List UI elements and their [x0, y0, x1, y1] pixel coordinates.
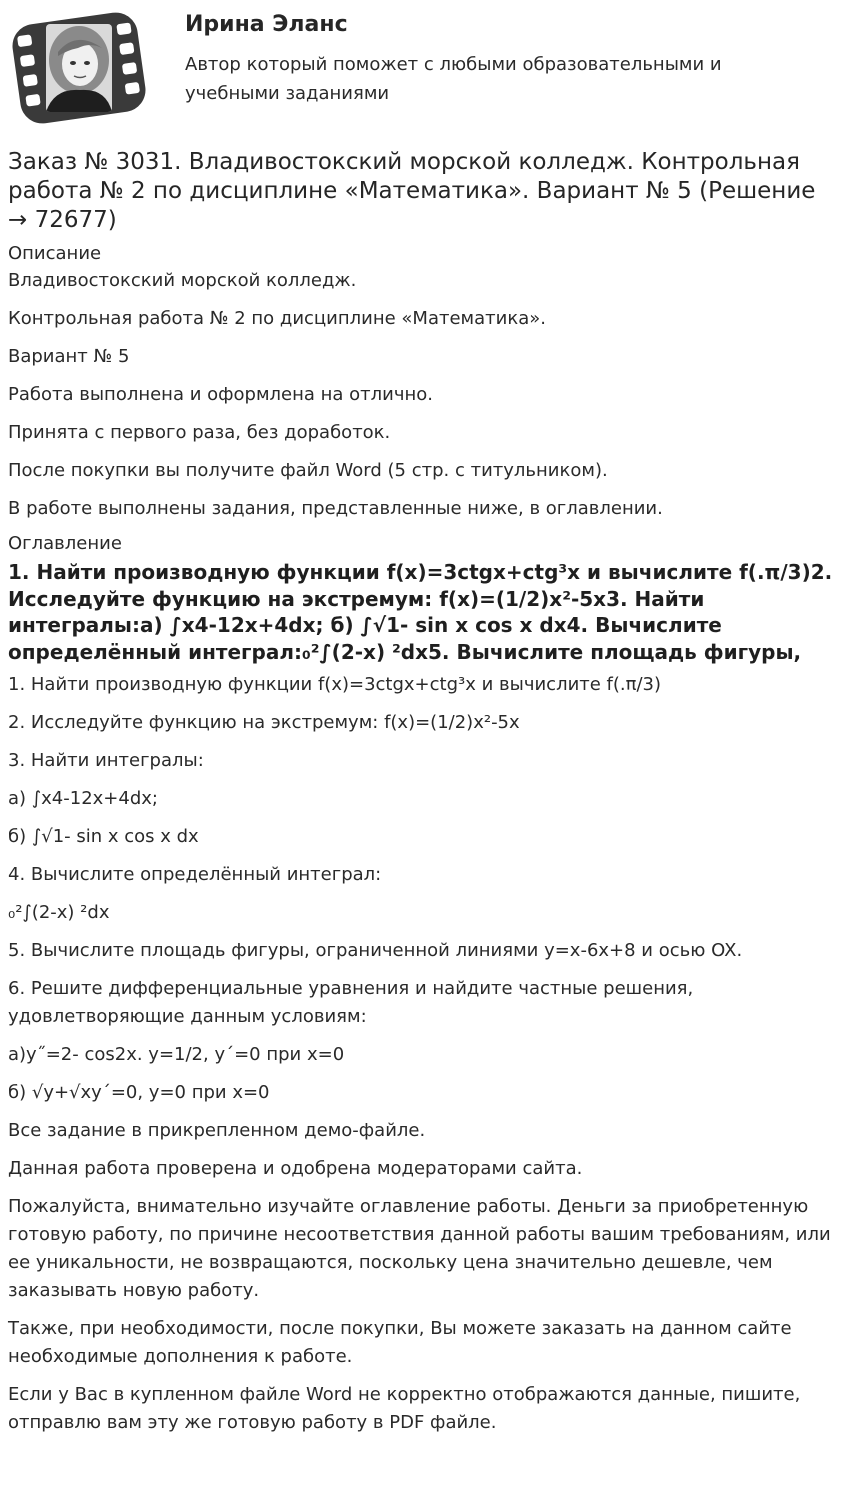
description-paragraph: В работе выполнены задания, представленные ниже, в оглавлении.: [8, 498, 663, 519]
toc-item: 1. Найти производную функции f(x)=3ctgx+ctg³x и вычислите f(.π/3): [8, 674, 662, 695]
author-avatar[interactable]: [6, 8, 152, 128]
toc-item: а)y˝=2- cos2x. y=1/2, y΄=0 при x=0: [8, 1044, 345, 1065]
toc-item: 2. Исследуйте функцию на экстремум: f(x)=(1/2)x²-5x: [8, 712, 520, 733]
description-paragraph: Владивостокский морской колледж.: [8, 270, 357, 291]
toc-item: 6. Решите дифференциальные уравнения и найдите частные решения, удовлетворяющие данным условиям:: [8, 978, 694, 1027]
footer-paragraph: Пожалуйста, внимательно изучайте оглавление работы. Деньги за приобретенную готовую работу, по причине несоответствия данной работы вашим требованиям, или ее уникальности, не возвращаются, поскольку цена значительно дешевле, чем заказывать новую работу.: [8, 1196, 831, 1301]
footer-paragraph: Все задание в прикрепленном демо-файле.: [8, 1120, 426, 1141]
description-paragraph: После покупки вы получите файл Word (5 стр. с титульником).: [8, 460, 608, 481]
footer-paragraph: Если у Вас в купленном файле Word не корректно отображаются данные, пишите, отправлю вам эту же готовую работу в PDF файле.: [8, 1384, 801, 1433]
description-paragraph: Принята с первого раза, без доработок.: [8, 422, 391, 443]
footer-paragraph: Данная работа проверена и одобрена модераторами сайта.: [8, 1158, 583, 1179]
author-description: Автор который поможет с любыми образовательными и учебными заданиями: [185, 54, 722, 104]
page-title: Заказ № 3031. Владивостокский морской колледж. Контрольная работа № 2 по дисциплине «Математика». Вариант № 5 (Решение → 72677): [8, 149, 816, 233]
toc-item: 3. Найти интегралы:: [8, 750, 204, 771]
description-paragraph: Контрольная работа № 2 по дисциплине «Математика».: [8, 308, 546, 329]
description-label: Описание: [8, 243, 102, 264]
toc-item: 4. Вычислите определённый интеграл:: [8, 864, 382, 885]
toc-item: а) ∫x4-12x+4dx;: [8, 788, 158, 809]
toc-item: ₀²∫(2-x) ²dx: [8, 902, 110, 923]
footer-paragraph: Также, при необходимости, после покупки, Вы можете заказать на данном сайте необходимые дополнения к работе.: [8, 1318, 792, 1367]
toc-item: б) ∫√1- sin x cos x dx: [8, 826, 199, 847]
order-content: [8, 148, 840, 1437]
description-paragraph: Вариант № 5: [8, 346, 130, 367]
toc-item: 5. Вычислите площадь фигуры, ограниченной линиями y=x-6x+8 и осью OX.: [8, 940, 743, 961]
toc-label: Оглавление: [8, 533, 122, 554]
description-paragraph: Работа выполнена и оформлена на отлично.: [8, 384, 434, 405]
author-name[interactable]: Ирина Эланс: [185, 12, 348, 37]
author-header: [0, 0, 847, 135]
toc-item: б) √y+√xy΄=0, y=0 при x=0: [8, 1082, 270, 1103]
toc-summary: 1. Найти производную функции f(x)=3ctgx+ctg³x и вычислите f(.π/3)2. Исследуйте функцию на экстремум: f(x)=(1/2)x²-5x3. Найти интегралы:а) ∫x4-12x+4dx; б) ∫√1- sin x cos x dx4. Вычислите определённый интеграл:₀²∫(2-x) ²dx5. Вычислите площадь фигуры,: [8, 560, 833, 664]
